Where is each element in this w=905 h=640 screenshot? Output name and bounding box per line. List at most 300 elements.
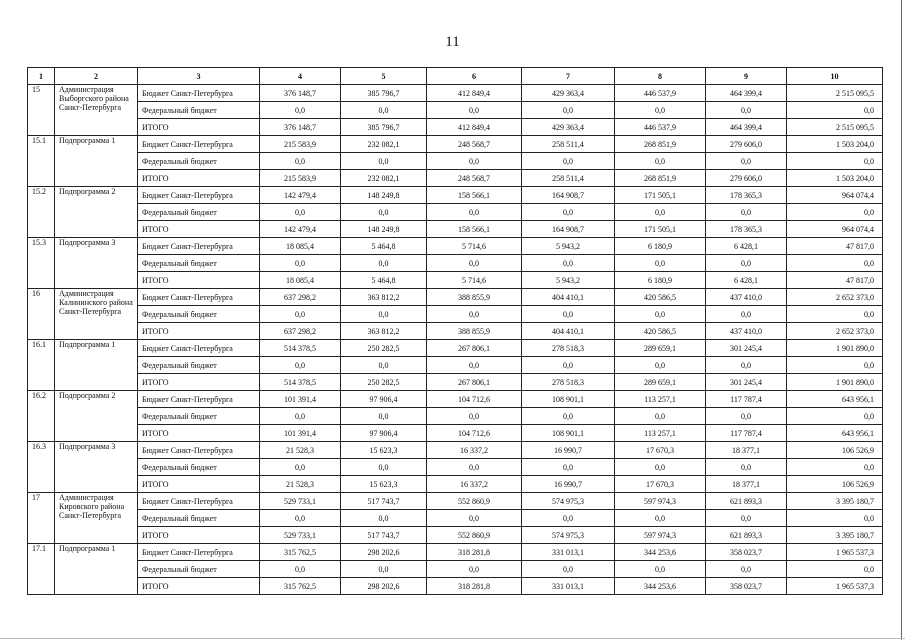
row-index: 17 — [28, 493, 55, 544]
year-value: 464 399,4 — [706, 85, 787, 102]
table-row — [28, 578, 883, 595]
year-value: 248 568,7 — [427, 136, 522, 153]
total-value: 1 901 890,0 — [787, 374, 883, 391]
funding-source: ИТОГО — [138, 221, 260, 238]
total-value: 0,0 — [787, 255, 883, 272]
budget-body — [28, 85, 883, 595]
year-value: 0,0 — [260, 153, 341, 170]
year-value: 248 568,7 — [427, 170, 522, 187]
year-value: 0,0 — [260, 204, 341, 221]
year-value: 404 410,1 — [522, 323, 615, 340]
funding-source: Федеральный бюджет — [138, 153, 260, 170]
year-value: 420 586,5 — [615, 323, 706, 340]
year-value: 0,0 — [341, 255, 427, 272]
year-value: 0,0 — [341, 408, 427, 425]
year-value: 446 537,9 — [615, 85, 706, 102]
year-value: 0,0 — [427, 510, 522, 527]
year-value: 16 337,2 — [427, 442, 522, 459]
year-value: 0,0 — [522, 459, 615, 476]
table-row — [28, 306, 883, 323]
year-value: 215 583,9 — [260, 170, 341, 187]
table-row — [28, 289, 883, 306]
year-value: 437 410,0 — [706, 289, 787, 306]
row-index: 16.1 — [28, 340, 55, 391]
year-value: 101 391,4 — [260, 391, 341, 408]
year-value: 574 975,3 — [522, 493, 615, 510]
year-value: 315 762,5 — [260, 578, 341, 595]
total-value: 0,0 — [787, 408, 883, 425]
total-value: 1 503 204,0 — [787, 170, 883, 187]
year-value: 6 428,1 — [706, 238, 787, 255]
year-value: 637 298,2 — [260, 323, 341, 340]
funding-source: Федеральный бюджет — [138, 561, 260, 578]
funding-source: Бюджет Санкт-Петербурга — [138, 442, 260, 459]
table-row — [28, 170, 883, 187]
year-value: 514 378,5 — [260, 374, 341, 391]
year-value: 529 733,1 — [260, 493, 341, 510]
funding-source: Бюджет Санкт-Петербурга — [138, 85, 260, 102]
table-row — [28, 136, 883, 153]
total-value: 2 515 095,5 — [787, 119, 883, 136]
year-value: 0,0 — [615, 510, 706, 527]
total-value: 0,0 — [787, 102, 883, 119]
table-row — [28, 391, 883, 408]
year-value: 358 023,7 — [706, 544, 787, 561]
year-value: 0,0 — [341, 357, 427, 374]
total-value: 1 965 537,3 — [787, 578, 883, 595]
year-value: 148 249,8 — [341, 187, 427, 204]
funding-source: ИТОГО — [138, 476, 260, 493]
year-value: 0,0 — [260, 459, 341, 476]
funding-source: ИТОГО — [138, 119, 260, 136]
funding-source: ИТОГО — [138, 374, 260, 391]
table-row — [28, 561, 883, 578]
year-value: 0,0 — [706, 306, 787, 323]
total-value: 0,0 — [787, 510, 883, 527]
year-value: 0,0 — [341, 306, 427, 323]
total-value: 964 074,4 — [787, 187, 883, 204]
total-value: 3 395 180,7 — [787, 493, 883, 510]
total-value: 0,0 — [787, 357, 883, 374]
year-value: 171 505,1 — [615, 187, 706, 204]
organization-name: Подпрограмма 2 — [55, 187, 138, 238]
year-value: 16 990,7 — [522, 442, 615, 459]
year-value: 597 974,3 — [615, 493, 706, 510]
year-value: 637 298,2 — [260, 289, 341, 306]
year-value: 0,0 — [427, 153, 522, 170]
year-value: 0,0 — [522, 204, 615, 221]
year-value: 0,0 — [341, 204, 427, 221]
year-value: 171 505,1 — [615, 221, 706, 238]
year-value: 0,0 — [341, 510, 427, 527]
year-value: 621 893,3 — [706, 493, 787, 510]
year-value: 148 249,8 — [341, 221, 427, 238]
total-value: 3 395 180,7 — [787, 527, 883, 544]
year-value: 0,0 — [427, 255, 522, 272]
year-value: 344 253,6 — [615, 544, 706, 561]
funding-source: ИТОГО — [138, 527, 260, 544]
year-value: 5 714,6 — [427, 238, 522, 255]
year-value: 331 013,1 — [522, 578, 615, 595]
table-row — [28, 187, 883, 204]
scan-bottom-line — [0, 638, 905, 639]
year-value: 142 479,4 — [260, 221, 341, 238]
year-value: 278 518,3 — [522, 340, 615, 357]
total-value: 47 817,0 — [787, 238, 883, 255]
budget-table — [27, 67, 883, 595]
year-value: 0,0 — [427, 408, 522, 425]
year-value: 158 566,1 — [427, 187, 522, 204]
funding-source: Бюджет Санкт-Петербурга — [138, 136, 260, 153]
table-row — [28, 238, 883, 255]
year-value: 289 659,1 — [615, 374, 706, 391]
total-value: 106 526,9 — [787, 476, 883, 493]
year-value: 363 812,2 — [341, 289, 427, 306]
year-value: 358 023,7 — [706, 578, 787, 595]
year-value: 113 257,1 — [615, 391, 706, 408]
year-value: 344 253,6 — [615, 578, 706, 595]
year-value: 0,0 — [522, 561, 615, 578]
row-index: 16.3 — [28, 442, 55, 493]
year-value: 0,0 — [615, 357, 706, 374]
year-value: 437 410,0 — [706, 323, 787, 340]
year-value: 385 796,7 — [341, 85, 427, 102]
total-value: 106 526,9 — [787, 442, 883, 459]
year-value: 0,0 — [427, 357, 522, 374]
header-cell: 1 — [28, 68, 55, 85]
year-value: 5 943,2 — [522, 238, 615, 255]
year-value: 268 851,9 — [615, 170, 706, 187]
total-value: 2 652 373,0 — [787, 289, 883, 306]
year-value: 0,0 — [615, 102, 706, 119]
header-cell: 3 — [138, 68, 260, 85]
organization-name: Администрация Калининского района Санкт-Петербурга — [55, 289, 138, 340]
organization-name: Подпрограмма 3 — [55, 238, 138, 289]
organization-name: Подпрограмма 1 — [55, 136, 138, 187]
header-cell: 4 — [260, 68, 341, 85]
year-value: 0,0 — [260, 102, 341, 119]
funding-source: ИТОГО — [138, 323, 260, 340]
year-value: 178 365,3 — [706, 221, 787, 238]
year-value: 250 282,5 — [341, 340, 427, 357]
year-value: 318 281,8 — [427, 578, 522, 595]
year-value: 5 943,2 — [522, 272, 615, 289]
year-value: 21 528,3 — [260, 476, 341, 493]
year-value: 97 906,4 — [341, 391, 427, 408]
funding-source: Бюджет Санкт-Петербурга — [138, 493, 260, 510]
header-cell: 10 — [787, 68, 883, 85]
year-value: 298 202,6 — [341, 544, 427, 561]
year-value: 15 623,3 — [341, 476, 427, 493]
year-value: 164 908,7 — [522, 221, 615, 238]
year-value: 315 762,5 — [260, 544, 341, 561]
header-cell: 6 — [427, 68, 522, 85]
year-value: 0,0 — [706, 102, 787, 119]
year-value: 16 337,2 — [427, 476, 522, 493]
year-value: 0,0 — [522, 408, 615, 425]
year-value: 331 013,1 — [522, 544, 615, 561]
year-value: 258 511,4 — [522, 136, 615, 153]
year-value: 429 363,4 — [522, 119, 615, 136]
year-value: 621 893,3 — [706, 527, 787, 544]
year-value: 0,0 — [522, 102, 615, 119]
year-value: 0,0 — [615, 306, 706, 323]
year-value: 0,0 — [706, 408, 787, 425]
total-value: 643 956,1 — [787, 425, 883, 442]
total-value: 2 652 373,0 — [787, 323, 883, 340]
year-value: 0,0 — [615, 153, 706, 170]
table-row — [28, 221, 883, 238]
total-value: 0,0 — [787, 459, 883, 476]
year-value: 0,0 — [260, 561, 341, 578]
funding-source: ИТОГО — [138, 578, 260, 595]
year-value: 388 855,9 — [427, 289, 522, 306]
year-value: 0,0 — [260, 510, 341, 527]
year-value: 597 974,3 — [615, 527, 706, 544]
table-row — [28, 204, 883, 221]
funding-source: Федеральный бюджет — [138, 306, 260, 323]
table-row — [28, 323, 883, 340]
row-index: 16 — [28, 289, 55, 340]
year-value: 117 787,4 — [706, 425, 787, 442]
year-value: 18 377,1 — [706, 476, 787, 493]
year-value: 278 518,3 — [522, 374, 615, 391]
table-row — [28, 459, 883, 476]
year-value: 412 849,4 — [427, 85, 522, 102]
year-value: 5 714,6 — [427, 272, 522, 289]
organization-name: Администрация Кировского района Санкт-Петербурга — [55, 493, 138, 544]
year-value: 178 365,3 — [706, 187, 787, 204]
year-value: 0,0 — [706, 459, 787, 476]
table-row — [28, 527, 883, 544]
row-index: 15 — [28, 85, 55, 136]
total-value: 643 956,1 — [787, 391, 883, 408]
year-value: 517 743,7 — [341, 527, 427, 544]
year-value: 0,0 — [522, 255, 615, 272]
year-value: 0,0 — [341, 561, 427, 578]
total-value: 0,0 — [787, 153, 883, 170]
year-value: 97 906,4 — [341, 425, 427, 442]
year-value: 0,0 — [706, 510, 787, 527]
year-value: 6 180,9 — [615, 238, 706, 255]
year-value: 108 901,1 — [522, 391, 615, 408]
funding-source: Бюджет Санкт-Петербурга — [138, 289, 260, 306]
funding-source: Федеральный бюджет — [138, 357, 260, 374]
funding-source: Федеральный бюджет — [138, 102, 260, 119]
year-value: 5 464,8 — [341, 238, 427, 255]
year-value: 0,0 — [427, 459, 522, 476]
year-value: 0,0 — [427, 204, 522, 221]
funding-source: Бюджет Санкт-Петербурга — [138, 544, 260, 561]
total-value: 0,0 — [787, 306, 883, 323]
table-row — [28, 510, 883, 527]
table-row — [28, 408, 883, 425]
organization-name: Подпрограмма 1 — [55, 340, 138, 391]
year-value: 529 733,1 — [260, 527, 341, 544]
year-value: 0,0 — [341, 459, 427, 476]
year-value: 574 975,3 — [522, 527, 615, 544]
year-value: 0,0 — [522, 510, 615, 527]
year-value: 232 082,1 — [341, 136, 427, 153]
row-index: 15.3 — [28, 238, 55, 289]
year-value: 388 855,9 — [427, 323, 522, 340]
table-row — [28, 153, 883, 170]
year-value: 18 085,4 — [260, 272, 341, 289]
year-value: 0,0 — [260, 306, 341, 323]
header-cell: 7 — [522, 68, 615, 85]
year-value: 517 743,7 — [341, 493, 427, 510]
year-value: 514 378,5 — [260, 340, 341, 357]
year-value: 464 399,4 — [706, 119, 787, 136]
year-value: 232 082,1 — [341, 170, 427, 187]
funding-source: Бюджет Санкт-Петербурга — [138, 187, 260, 204]
year-value: 142 479,4 — [260, 187, 341, 204]
year-value: 18 085,4 — [260, 238, 341, 255]
year-value: 412 849,4 — [427, 119, 522, 136]
year-value: 0,0 — [706, 153, 787, 170]
total-value: 2 515 095,5 — [787, 85, 883, 102]
year-value: 318 281,8 — [427, 544, 522, 561]
row-index: 15.2 — [28, 187, 55, 238]
year-value: 0,0 — [522, 153, 615, 170]
funding-source: Бюджет Санкт-Петербурга — [138, 238, 260, 255]
table-row — [28, 544, 883, 561]
year-value: 0,0 — [615, 204, 706, 221]
year-value: 363 812,2 — [341, 323, 427, 340]
table-row — [28, 272, 883, 289]
organization-name: Подпрограмма 3 — [55, 442, 138, 493]
row-index: 16.2 — [28, 391, 55, 442]
organization-name: Подпрограмма 1 — [55, 544, 138, 595]
year-value: 0,0 — [260, 408, 341, 425]
year-value: 101 391,4 — [260, 425, 341, 442]
header-cell: 5 — [341, 68, 427, 85]
year-value: 108 901,1 — [522, 425, 615, 442]
year-value: 0,0 — [706, 357, 787, 374]
total-value: 1 965 537,3 — [787, 544, 883, 561]
year-value: 267 806,1 — [427, 374, 522, 391]
row-index: 17.1 — [28, 544, 55, 595]
year-value: 0,0 — [522, 306, 615, 323]
year-value: 6 180,9 — [615, 272, 706, 289]
funding-source: ИТОГО — [138, 425, 260, 442]
table-row — [28, 340, 883, 357]
year-value: 6 428,1 — [706, 272, 787, 289]
year-value: 289 659,1 — [615, 340, 706, 357]
year-value: 552 860,9 — [427, 527, 522, 544]
year-value: 298 202,6 — [341, 578, 427, 595]
funding-source: Федеральный бюджет — [138, 255, 260, 272]
year-value: 18 377,1 — [706, 442, 787, 459]
funding-source: Федеральный бюджет — [138, 204, 260, 221]
year-value: 376 148,7 — [260, 85, 341, 102]
table-row — [28, 85, 883, 102]
header-cell: 8 — [615, 68, 706, 85]
year-value: 0,0 — [615, 561, 706, 578]
funding-source: Федеральный бюджет — [138, 459, 260, 476]
row-index: 15.1 — [28, 136, 55, 187]
header-cell: 2 — [55, 68, 138, 85]
scan-edge-line — [901, 0, 902, 640]
year-value: 258 511,4 — [522, 170, 615, 187]
year-value: 0,0 — [427, 306, 522, 323]
total-value: 964 074,4 — [787, 221, 883, 238]
table-row — [28, 102, 883, 119]
total-value: 1 503 204,0 — [787, 136, 883, 153]
year-value: 0,0 — [427, 102, 522, 119]
year-value: 0,0 — [706, 204, 787, 221]
header-cell: 9 — [706, 68, 787, 85]
year-value: 385 796,7 — [341, 119, 427, 136]
year-value: 0,0 — [615, 255, 706, 272]
table-row — [28, 476, 883, 493]
year-value: 250 282,5 — [341, 374, 427, 391]
year-value: 268 851,9 — [615, 136, 706, 153]
table-row — [28, 493, 883, 510]
organization-name: Подпрограмма 2 — [55, 391, 138, 442]
total-value: 47 817,0 — [787, 272, 883, 289]
year-value: 104 712,6 — [427, 391, 522, 408]
year-value: 16 990,7 — [522, 476, 615, 493]
year-value: 17 670,3 — [615, 442, 706, 459]
year-value: 15 623,3 — [341, 442, 427, 459]
year-value: 279 606,0 — [706, 170, 787, 187]
total-value: 0,0 — [787, 561, 883, 578]
table-row — [28, 442, 883, 459]
year-value: 17 670,3 — [615, 476, 706, 493]
total-value: 1 901 890,0 — [787, 340, 883, 357]
header-row — [28, 68, 883, 85]
year-value: 164 908,7 — [522, 187, 615, 204]
year-value: 215 583,9 — [260, 136, 341, 153]
year-value: 301 245,4 — [706, 374, 787, 391]
year-value: 429 363,4 — [522, 85, 615, 102]
funding-source: Бюджет Санкт-Петербурга — [138, 340, 260, 357]
year-value: 376 148,7 — [260, 119, 341, 136]
year-value: 446 537,9 — [615, 119, 706, 136]
year-value: 117 787,4 — [706, 391, 787, 408]
year-value: 21 528,3 — [260, 442, 341, 459]
funding-source: ИТОГО — [138, 170, 260, 187]
year-value: 279 606,0 — [706, 136, 787, 153]
year-value: 0,0 — [260, 357, 341, 374]
table-row — [28, 425, 883, 442]
year-value: 113 257,1 — [615, 425, 706, 442]
year-value: 0,0 — [522, 357, 615, 374]
year-value: 0,0 — [260, 255, 341, 272]
year-value: 104 712,6 — [427, 425, 522, 442]
year-value: 158 566,1 — [427, 221, 522, 238]
table-row — [28, 357, 883, 374]
year-value: 420 586,5 — [615, 289, 706, 306]
year-value: 0,0 — [427, 561, 522, 578]
page-number: 11 — [445, 34, 460, 50]
year-value: 0,0 — [706, 561, 787, 578]
year-value: 5 464,8 — [341, 272, 427, 289]
year-value: 0,0 — [615, 459, 706, 476]
table-row — [28, 374, 883, 391]
year-value: 0,0 — [706, 255, 787, 272]
year-value: 404 410,1 — [522, 289, 615, 306]
year-value: 0,0 — [615, 408, 706, 425]
funding-source: Бюджет Санкт-Петербурга — [138, 391, 260, 408]
funding-source: ИТОГО — [138, 272, 260, 289]
year-value: 301 245,4 — [706, 340, 787, 357]
organization-name: Администрация Выборгского района Санкт-Петербурга — [55, 85, 138, 136]
funding-source: Федеральный бюджет — [138, 408, 260, 425]
year-value: 0,0 — [341, 153, 427, 170]
year-value: 267 806,1 — [427, 340, 522, 357]
